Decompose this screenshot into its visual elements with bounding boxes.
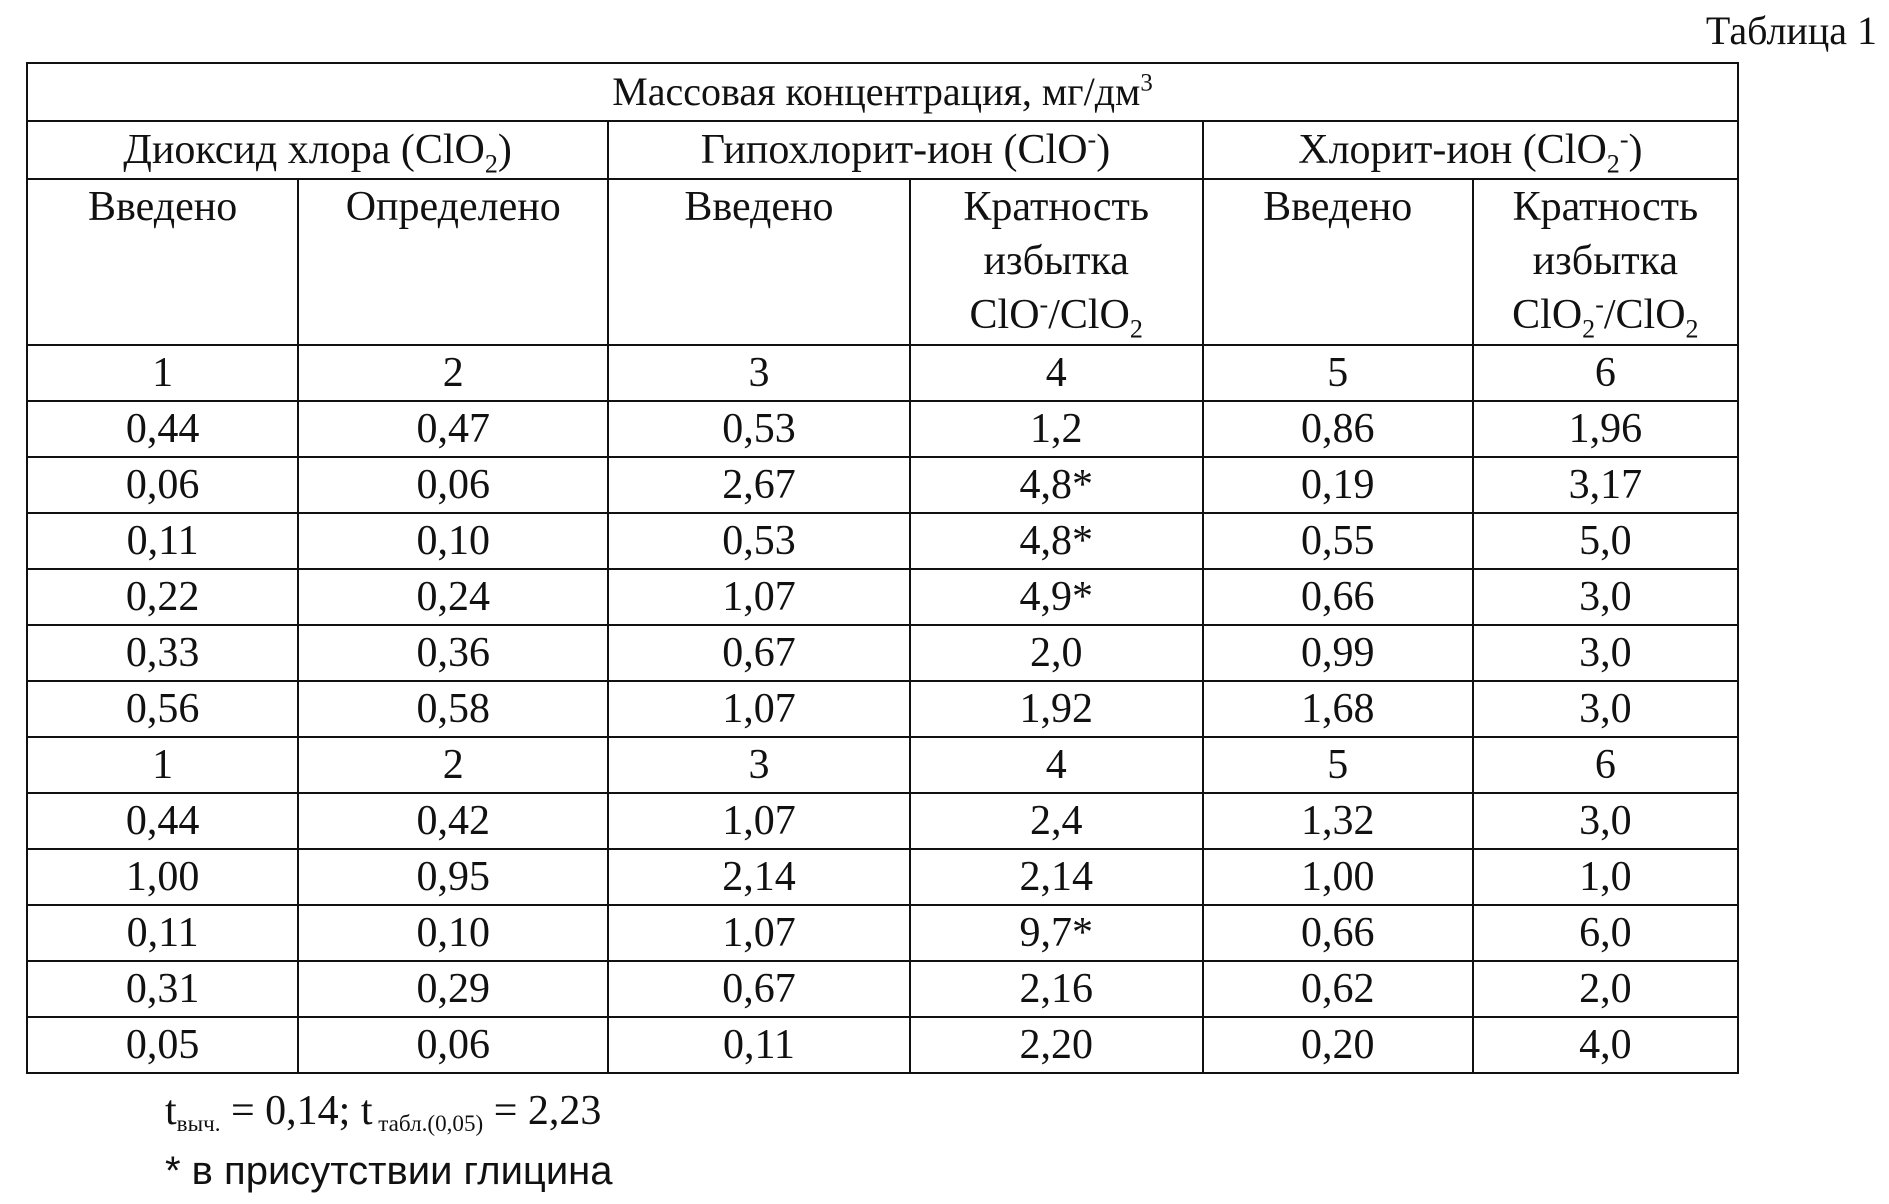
- table-cell: 4: [910, 737, 1203, 793]
- table-cell: 2,0: [1473, 961, 1738, 1017]
- table-cell: 2: [298, 345, 608, 401]
- table-cell: 0,10: [298, 905, 608, 961]
- formula-part: /ClO: [1603, 292, 1686, 338]
- formula-part: = 2,23: [483, 1088, 602, 1134]
- table-cell: 0,19: [1203, 457, 1473, 513]
- formula-part: t: [165, 1088, 177, 1134]
- table-cell: 2,67: [608, 457, 910, 513]
- group-prefix: Диоксид хлора (ClO: [123, 127, 485, 173]
- formula-part: ClO: [969, 292, 1040, 338]
- group-prefix: Хлорит-ион (ClO: [1298, 127, 1607, 173]
- table-cell: 4,8*: [910, 457, 1203, 513]
- table-row: [27, 961, 1738, 1017]
- formula-sub: 2: [1129, 314, 1143, 344]
- table-cell: 0,05: [27, 1017, 298, 1073]
- header-formula: [911, 288, 1202, 342]
- table-cell: 2,14: [608, 849, 910, 905]
- table-cell: 1,00: [27, 849, 298, 905]
- table-cell: 3,0: [1473, 569, 1738, 625]
- table-cell: 0,29: [298, 961, 608, 1017]
- table-cell: 0,66: [1203, 569, 1473, 625]
- table-cell: 0,33: [27, 625, 298, 681]
- formula-sup: -: [1595, 290, 1604, 319]
- table-cell: 4,8*: [910, 513, 1203, 569]
- header-line: избытка: [1532, 238, 1679, 284]
- table-cell: 3,0: [1473, 793, 1738, 849]
- table-row: [27, 849, 1738, 905]
- column-header-introduced: Введено: [608, 179, 910, 345]
- footnote: * в присутствии глицина: [165, 1149, 613, 1193]
- table-cell: 0,11: [27, 905, 298, 961]
- table-cell: 6,0: [1473, 905, 1738, 961]
- table-body: [27, 345, 1738, 1073]
- group-header-row: [27, 121, 1738, 179]
- table-cell: 0,06: [27, 457, 298, 513]
- table-cell: 0,56: [27, 681, 298, 737]
- table-cell: 0,67: [608, 961, 910, 1017]
- table-cell: 4,9*: [910, 569, 1203, 625]
- table-cell: 0,47: [298, 401, 608, 457]
- table-cell: 2,4: [910, 793, 1203, 849]
- column-header-excess-ratio: [910, 179, 1203, 345]
- super-header-sup: 3: [1140, 69, 1153, 97]
- table-cell: 1,07: [608, 905, 910, 961]
- group-header-hypochlorite: [608, 121, 1203, 179]
- table-cell: 1,07: [608, 569, 910, 625]
- table-cell: 0,66: [1203, 905, 1473, 961]
- table-cell: 4: [910, 345, 1203, 401]
- table-cell: 0,53: [608, 401, 910, 457]
- formula-part: = 0,14; t: [220, 1088, 373, 1134]
- table-cell: 0,20: [1203, 1017, 1473, 1073]
- header-line: избытка: [983, 238, 1129, 284]
- table-cell: 9,7*: [910, 905, 1203, 961]
- table-cell: 0,55: [1203, 513, 1473, 569]
- header-line: Кратность: [963, 184, 1150, 230]
- column-header-excess-ratio: [1473, 179, 1738, 345]
- table-cell: 1,07: [608, 793, 910, 849]
- table-row: [27, 905, 1738, 961]
- table-cell: 1,0: [1473, 849, 1738, 905]
- table-cell: 3,17: [1473, 457, 1738, 513]
- t-statistic-formula: [165, 1086, 601, 1136]
- column-header-introduced: Введено: [27, 179, 298, 345]
- table-cell: 3,0: [1473, 681, 1738, 737]
- table-cell: 5: [1203, 737, 1473, 793]
- header-formula: [1474, 288, 1737, 342]
- table-row: [27, 625, 1738, 681]
- table-cell: 3,0: [1473, 625, 1738, 681]
- group-header-chlorine-dioxide: [27, 121, 608, 179]
- table-cell: 5: [1203, 345, 1473, 401]
- table-cell: 2,0: [910, 625, 1203, 681]
- table-cell: 1,68: [1203, 681, 1473, 737]
- table-cell: 0,42: [298, 793, 608, 849]
- table-cell: 1,92: [910, 681, 1203, 737]
- table-cell: 0,10: [298, 513, 608, 569]
- formula-sub: табл.(0,05): [372, 1109, 484, 1136]
- table-row: [27, 1017, 1738, 1073]
- super-header-row: [27, 63, 1738, 121]
- table-cell: 0,67: [608, 625, 910, 681]
- header-line: Кратность: [1512, 184, 1699, 230]
- table-cell: 0,86: [1203, 401, 1473, 457]
- table-cell: 0,53: [608, 513, 910, 569]
- table-cell: 2,20: [910, 1017, 1203, 1073]
- table-row: [27, 457, 1738, 513]
- table-cell: 0,06: [298, 1017, 608, 1073]
- group-suffix: ): [497, 127, 512, 173]
- column-header-determined: Определено: [298, 179, 608, 345]
- table-cell: 2,16: [910, 961, 1203, 1017]
- table-cell: 0,11: [608, 1017, 910, 1073]
- table-row: [27, 401, 1738, 457]
- group-suffix: ): [1096, 127, 1111, 173]
- table-cell: 0,06: [298, 457, 608, 513]
- table-cell: 0,24: [298, 569, 608, 625]
- table-cell: 2,14: [910, 849, 1203, 905]
- table-cell: 1: [27, 737, 298, 793]
- table-cell: 1: [27, 345, 298, 401]
- table-cell: 6: [1473, 737, 1738, 793]
- formula-sup: -: [1039, 290, 1049, 319]
- table-cell: 0,44: [27, 793, 298, 849]
- table-cell: 0,99: [1203, 625, 1473, 681]
- group-suffix: ): [1628, 127, 1643, 173]
- table-cell: 0,11: [27, 513, 298, 569]
- table-cell: 1,2: [910, 401, 1203, 457]
- column-header-row: [27, 179, 1738, 345]
- table-caption: Таблица 1: [1705, 8, 1877, 53]
- table-cell: 1,96: [1473, 401, 1738, 457]
- group-prefix: Гипохлорит-ион (ClO: [700, 127, 1088, 173]
- formula-part: ClO: [1512, 292, 1583, 338]
- table-cell: 1,32: [1203, 793, 1473, 849]
- column-number-row: [27, 345, 1738, 401]
- super-header-text: Массовая концентрация, мг/дм: [612, 69, 1141, 114]
- column-header-introduced: Введено: [1203, 179, 1473, 345]
- table-cell: 0,22: [27, 569, 298, 625]
- group-sub: 2: [1606, 149, 1620, 179]
- table-row: [27, 513, 1738, 569]
- formula-sub: 2: [1685, 314, 1699, 344]
- table-cell: 6: [1473, 345, 1738, 401]
- table-cell: 5,0: [1473, 513, 1738, 569]
- table-cell: 3: [608, 737, 910, 793]
- table-cell: 1,07: [608, 681, 910, 737]
- group-sub: 2: [484, 149, 498, 179]
- formula-sub: 2: [1582, 314, 1596, 344]
- table-row: [27, 681, 1738, 737]
- column-number-row: [27, 737, 1738, 793]
- group-sup: -: [1087, 125, 1097, 154]
- table-cell: 1,00: [1203, 849, 1473, 905]
- table-row: [27, 793, 1738, 849]
- formula-part: /ClO: [1048, 292, 1130, 338]
- table-cell: 0,31: [27, 961, 298, 1017]
- concentration-table: [26, 62, 1739, 1074]
- table-cell: 0,62: [1203, 961, 1473, 1017]
- table-cell: 3: [608, 345, 910, 401]
- table-cell: 2: [298, 737, 608, 793]
- group-sup: -: [1619, 125, 1629, 154]
- table-cell: 4,0: [1473, 1017, 1738, 1073]
- group-header-chlorite: [1203, 121, 1738, 179]
- table-cell: 0,36: [298, 625, 608, 681]
- super-header-cell: [27, 63, 1738, 121]
- table-cell: 0,95: [298, 849, 608, 905]
- table-cell: 0,58: [298, 681, 608, 737]
- table-cell: 0,44: [27, 401, 298, 457]
- formula-sub: выч.: [176, 1109, 221, 1136]
- table-row: [27, 569, 1738, 625]
